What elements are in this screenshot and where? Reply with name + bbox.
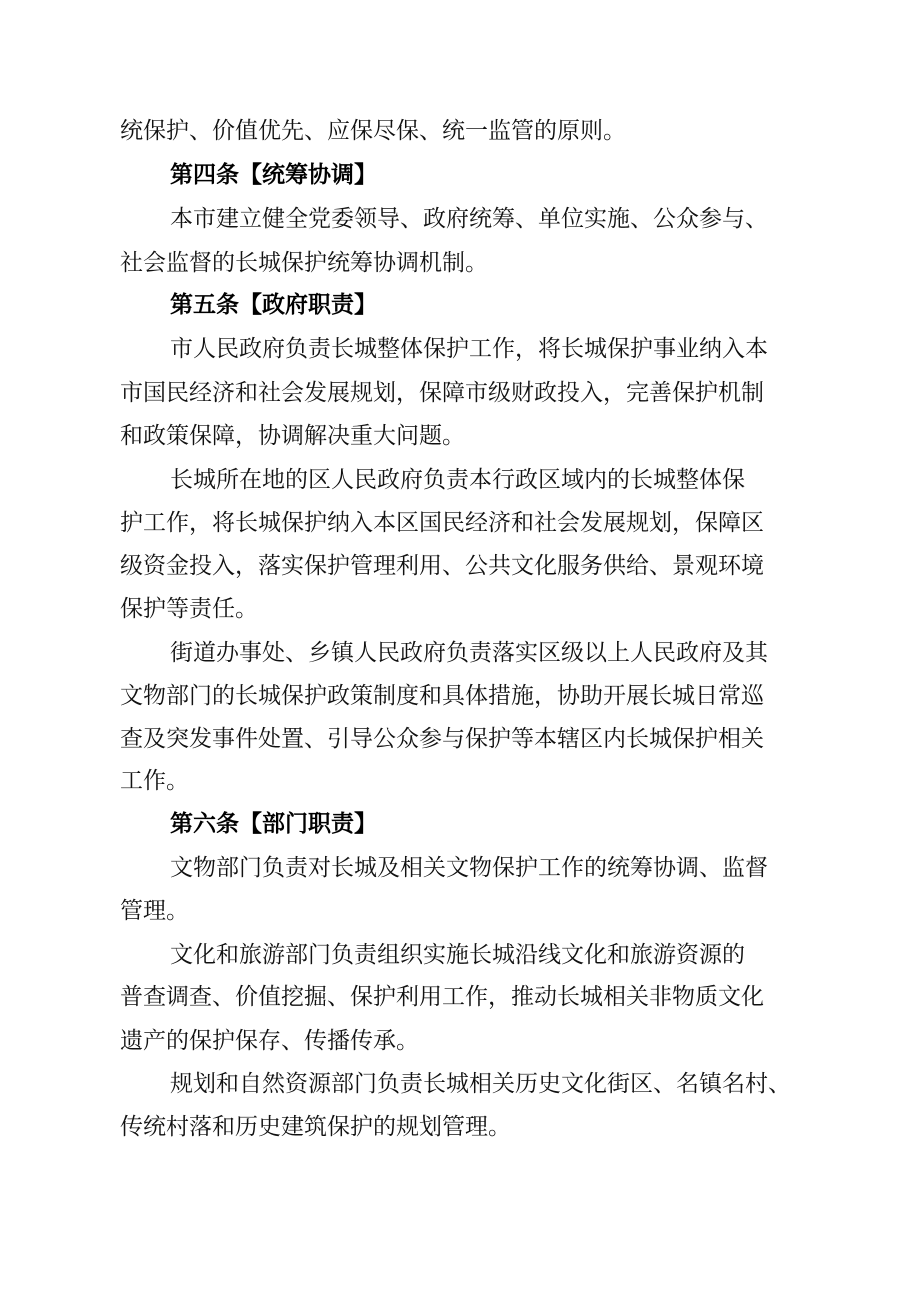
body-line: 市人民政府负责长城整体保护工作，将长城保护事业纳入本 bbox=[170, 336, 768, 362]
body-line: 社会监督的长城保护统筹协调机制。 bbox=[120, 250, 488, 276]
body-line: 规划和自然资源部门负责长城相关历史文化街区、名镇名村、 bbox=[170, 1071, 791, 1097]
body-line: 街道办事处、乡镇人民政府负责落实区级以上人民政府及其 bbox=[170, 640, 768, 666]
body-line: 和政策保障，协调解决重大问题。 bbox=[120, 423, 465, 449]
body-line: 本市建立健全党委领导、政府统筹、单位实施、公众参与、 bbox=[170, 206, 768, 232]
body-line: 传统村落和历史建筑保护的规划管理。 bbox=[120, 1114, 511, 1140]
body-line: 文物部门负责对长城及相关文物保护工作的统筹协调、监督 bbox=[170, 855, 768, 881]
article-heading: 第六条【部门职责】 bbox=[170, 811, 377, 837]
article-heading: 第五条【政府职责】 bbox=[170, 292, 377, 318]
body-line: 长城所在地的区人民政府负责本行政区域内的长城整体保 bbox=[170, 467, 745, 493]
body-line: 遗产的保护保存、传播传承。 bbox=[120, 1028, 419, 1054]
body-line: 市国民经济和社会发展规划，保障市级财政投入，完善保护机制 bbox=[120, 380, 764, 406]
body-line: 护工作，将长城保护纳入本区国民经济和社会发展规划，保障区 bbox=[120, 510, 764, 536]
body-line: 文物部门的长城保护政策制度和具体措施，协助开展长城日常巡 bbox=[120, 683, 764, 709]
body-line: 保护等责任。 bbox=[120, 596, 258, 622]
body-line: 普查调查、价值挖掘、保护利用工作，推动长城相关非物质文化 bbox=[120, 984, 764, 1010]
body-line: 级资金投入，落实保护管理利用、公共文化服务供给、景观环境 bbox=[120, 553, 764, 579]
body-line: 查及突发事件处置、引导公众参与保护等本辖区内长城保护相关 bbox=[120, 726, 764, 752]
body-line: 管理。 bbox=[120, 898, 189, 924]
body-line: 统保护、价值优先、应保尽保、统一监管的原则。 bbox=[120, 118, 626, 144]
body-line: 文化和旅游部门负责组织实施长城沿线文化和旅游资源的 bbox=[170, 942, 745, 968]
body-line: 工作。 bbox=[120, 768, 189, 794]
article-heading: 第四条【统筹协调】 bbox=[170, 162, 377, 188]
